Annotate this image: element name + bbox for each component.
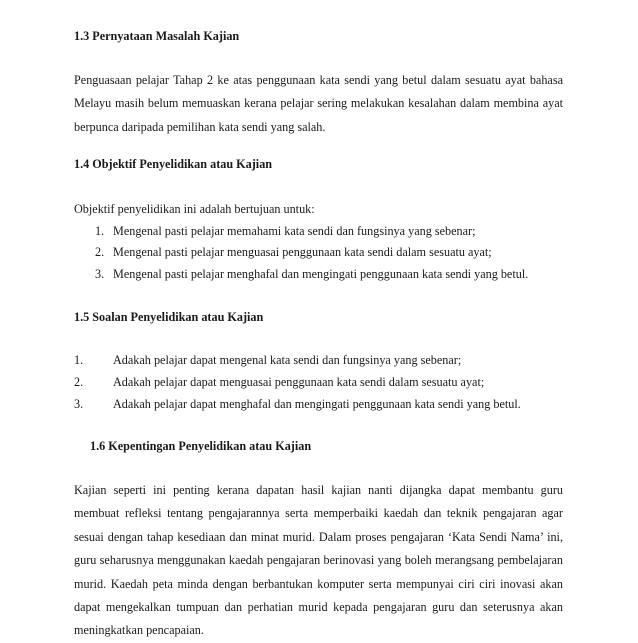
question-item: Adakah pelajar dapat menghafal dan mengingati penggunaan kata sendi yang betul. (113, 397, 521, 411)
objective-number: 3. (95, 267, 105, 281)
objective-item: Mengenal pasti pelajar memahami kata sendi dan fungsinya yang sebenar; (113, 224, 476, 238)
section-1-3-paragraph: Penguasaan pelajar Tahap 2 ke atas penggunaan kata sendi yang betul dalam sesuatu ayat bahasa Melayu masih belum memuaskan kerana pelajar sering melakukan kesalahan dalam membina ayat berpunca daripada pemilihan kata sendi yang salah. (74, 73, 563, 134)
question-item: Adakah pelajar dapat mengenal kata sendi dan fungsinya yang sebenar; (113, 353, 462, 367)
section-1-5-heading: 1.5 Soalan Penyelidikan atau Kajian (74, 310, 264, 324)
question-number: 2. (74, 375, 84, 389)
objective-item: Mengenal pasti pelajar menghafal dan mengingati penggunaan kata sendi yang betul. (113, 267, 529, 281)
objective-item: Mengenal pasti pelajar menguasai penggunaan kata sendi dalam sesuatu ayat; (113, 245, 492, 259)
objective-number: 2. (95, 245, 105, 259)
question-number: 3. (74, 397, 84, 411)
section-1-6-paragraph: Kajian seperti ini penting kerana dapatan hasil kajian nanti dijangka dapat membantu guru membuat refleksi tentang pengajarannya serta memperbaiki kaedah dan teknik pengajaran agar sesuai dengan tahap kesediaan dan minat murid. Dalam proses pengajaran ‘Kata Sendi Nama’ ini, guru seharusnya menggunakan kaedah pengajaran berinovasi yang boleh merangsang pembelajaran murid. Kaedah peta minda dengan berbantukan komputer serta mempunyai ciri ciri inovasi akan dapat mengekalkan tumpuan dan perhatian murid kepada pengajaran guru dan seterusnya akan meningkatkan pencapaian. (74, 483, 563, 638)
objective-intro: Objektif penyelidikan ini adalah bertujuan untuk: (74, 202, 315, 216)
question-item: Adakah pelajar dapat menguasai penggunaan kata sendi dalam sesuatu ayat; (113, 375, 485, 389)
section-1-6-heading: 1.6 Kepentingan Penyelidikan atau Kajian (90, 439, 312, 453)
objective-number: 1. (95, 224, 105, 238)
question-number: 1. (74, 353, 84, 367)
section-1-3-heading: 1.3 Pernyataan Masalah Kajian (74, 29, 240, 43)
section-1-4-heading: 1.4 Objektif Penyelidikan atau Kajian (74, 157, 273, 171)
